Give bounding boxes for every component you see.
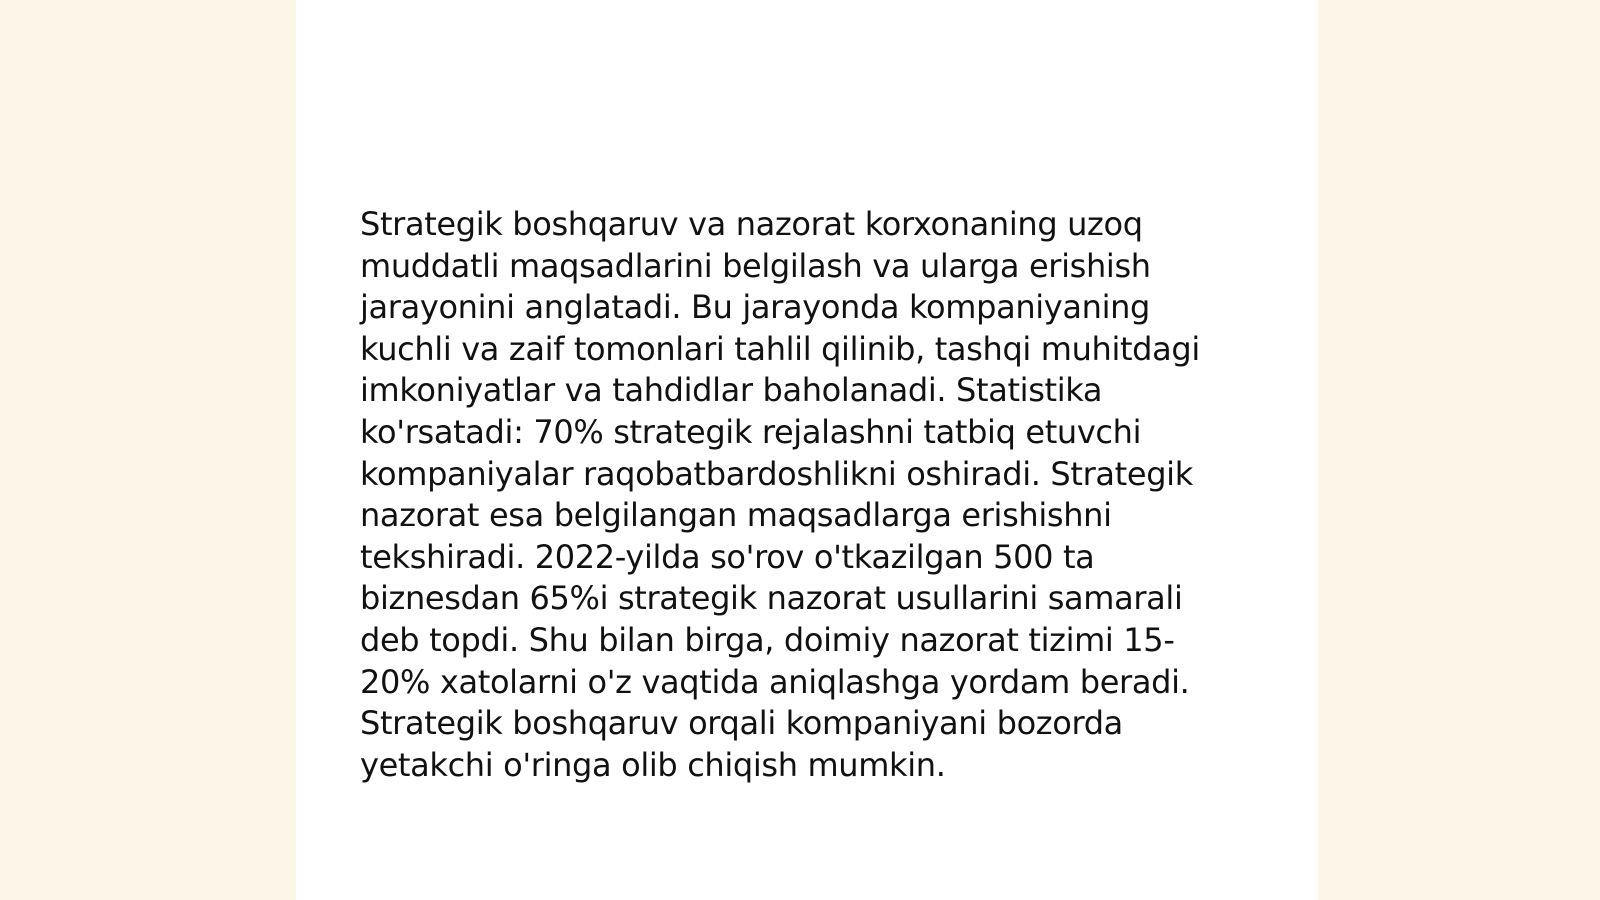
paragraph-line-4: kuchli va zaif tomonlari tahlil qilinib, tashqi muhitdagi [360,329,1200,368]
paragraph-line-12: 20% xatolarni o'z vaqtida aniqlashga yordam beradi. [360,662,1190,701]
paragraph-line-8: nazorat esa belgilangan maqsadlarga erishishni [360,496,1112,535]
paragraph-line-5: imkoniyatlar va tahdidlar baholanadi. Statistika [360,371,1103,410]
body-paragraph [360,204,1240,786]
paragraph-line-14: yetakchi o'ringa olib chiqish mumkin. [360,745,946,784]
paragraph-line-13: Strategik boshqaruv orqali kompaniyani bozorda [360,704,1123,743]
paragraph-line-3: jarayonini anglatadi. Bu jarayonda kompaniyaning [360,288,1151,327]
paragraph-line-6: ko'rsatadi: 70% strategik rejalashni tatbiq etuvchi [360,412,1142,451]
slide-panel [296,0,1318,900]
paragraph-line-2: muddatli maqsadlarini belgilash va ularga erishish [360,246,1151,285]
paragraph-line-9: tekshiradi. 2022-yilda so'rov o'tkazilgan 500 ta [360,537,1095,576]
paragraph-line-11: deb topdi. Shu bilan birga, doimiy nazorat tizimi 15- [360,620,1175,659]
paragraph-line-10: biznesdan 65%i strategik nazorat usullarini samarali [360,579,1183,618]
paragraph-line-7: kompaniyalar raqobatbardoshlikni oshiradi. Strategik [360,454,1193,493]
paragraph-line-1: Strategik boshqaruv va nazorat korxonaning uzoq [360,205,1143,243]
